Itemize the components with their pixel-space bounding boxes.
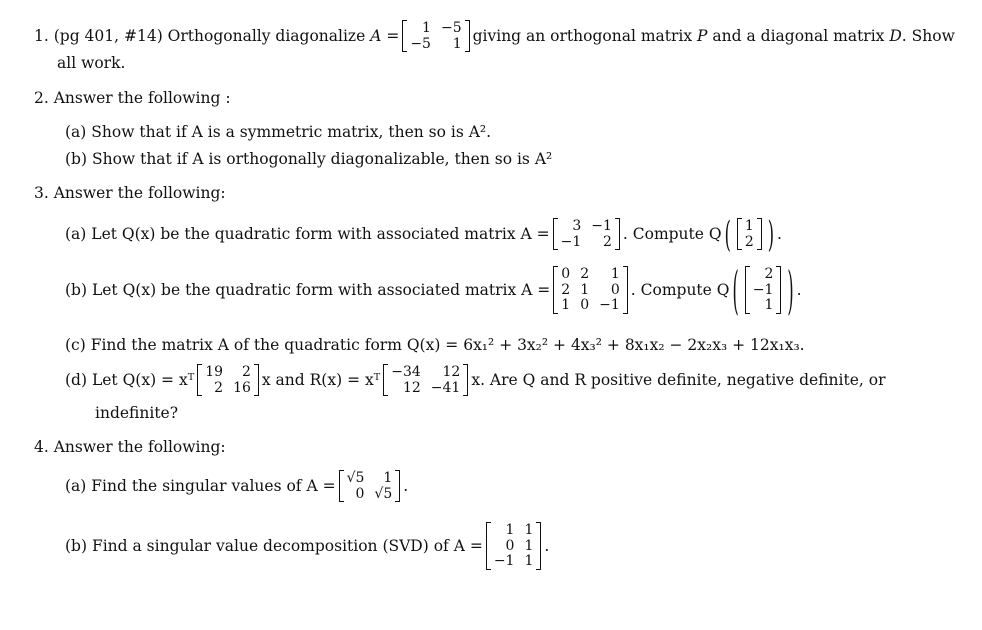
- matrix-entry: 12: [402, 379, 421, 396]
- part-text: Let Q(x) be the quadratic form with associated matrix A =: [91, 225, 550, 244]
- problem-3b-vector: [745, 266, 782, 314]
- problem-1-var-D: D: [889, 27, 902, 46]
- matrix-entry: 2: [561, 281, 571, 298]
- problem-3c: [65, 336, 805, 354]
- matrix-entry: 1: [561, 297, 571, 314]
- compute-text: Compute Q: [640, 281, 730, 300]
- matrix-entry: −1: [599, 297, 620, 314]
- matrix-entry: 2: [580, 266, 590, 282]
- part-text: Find the singular values of A =: [91, 477, 336, 496]
- matrix-entry: −34: [391, 364, 421, 380]
- vector-entry: 1: [744, 218, 754, 234]
- problem-4-number: 4.: [34, 438, 49, 456]
- part-label: (a): [65, 225, 87, 244]
- part-text-c: x. Are Q and R positive definite, negative definite, or: [471, 371, 886, 390]
- problem-2-intro: Answer the following :: [53, 89, 231, 107]
- problem-3a-matrix: [553, 218, 620, 250]
- problem-2b: [65, 150, 552, 168]
- matrix-entry: 3: [572, 218, 582, 234]
- part-text: Let Q(x) be the quadratic form with associated matrix A =: [91, 281, 551, 300]
- problem-1-line-2: [57, 54, 125, 72]
- problem-2-number: 2.: [34, 89, 49, 107]
- matrix-entry: √5: [374, 485, 393, 502]
- matrix-entry: 1: [452, 35, 462, 52]
- problem-3b-matrix: [553, 266, 627, 314]
- vector-entry: 2: [744, 233, 754, 250]
- matrix-entry: 1: [383, 470, 393, 486]
- part-text: Find a singular value decomposition (SVD) of A =: [91, 537, 483, 556]
- problem-1-text-d: . Show: [901, 27, 955, 46]
- problem-4-intro: Answer the following:: [53, 438, 226, 456]
- problem-3d-line-1: [65, 364, 886, 396]
- problem-4a-matrix: [339, 470, 401, 502]
- problem-3-intro: Answer the following:: [53, 184, 226, 202]
- part-text: Show that if A is orthogonally diagonalizable, then so is A²: [91, 150, 553, 168]
- matrix-entry: 1: [610, 266, 620, 282]
- matrix-entry: 1: [524, 537, 534, 554]
- problem-4b-matrix: [486, 522, 542, 570]
- matrix-entry: √5: [346, 470, 365, 486]
- problem-3d-line-2: [95, 404, 178, 422]
- matrix-entry: 1: [524, 522, 534, 538]
- problem-3a: (a) Let Q(x) be the quadratic form with associated matrix A = 3 −1 −1 2 . Compute Q ( 1 2 ) .: [65, 213, 782, 256]
- problem-1-number: 1.: [34, 27, 49, 46]
- part-label: (a): [65, 477, 87, 496]
- part-label: (a): [65, 123, 87, 141]
- matrix-entry: 2: [602, 233, 612, 250]
- matrix-entry: 16: [233, 379, 251, 396]
- part-label: (b): [65, 281, 88, 300]
- matrix-entry: 0: [561, 266, 571, 282]
- matrix-entry: 2: [214, 379, 224, 396]
- vector-entry: −1: [752, 281, 774, 298]
- matrix-entry: −5: [440, 20, 462, 36]
- matrix-entry: −1: [493, 553, 515, 570]
- problem-1-line-1: 1. (pg 401, #14) Orthogonally diagonalize A = 1 −5 −5 1 giving an orthogonal matrix P and a diagonal matrix D . Show: [34, 20, 955, 52]
- matrix-entry: 1: [422, 20, 431, 36]
- matrix-entry: 2: [241, 364, 251, 380]
- matrix-entry: 12: [442, 364, 461, 380]
- matrix-entry: −5: [410, 35, 431, 52]
- matrix-entry: 0: [610, 281, 620, 298]
- matrix-entry: 1: [580, 281, 590, 298]
- problem-2-header: [34, 89, 231, 107]
- part-text: Show that if A is a symmetric matrix, then so is A².: [91, 123, 492, 141]
- part-text-b: x and R(x) = xᵀ: [261, 371, 381, 390]
- compute-text: Compute Q: [632, 225, 722, 244]
- problem-1-var-P: P: [697, 27, 708, 46]
- matrix-entry: −41: [430, 379, 461, 396]
- vector-entry: 2: [764, 266, 774, 282]
- matrix-entry: 19: [205, 364, 224, 380]
- problem-3d-matrix-R: [383, 364, 468, 396]
- problem-2a: [65, 123, 491, 141]
- problem-3-number: 3.: [34, 184, 49, 202]
- problem-1-text-b: giving an orthogonal matrix: [472, 27, 693, 46]
- matrix-entry: −1: [591, 218, 612, 234]
- part-label: (c): [65, 336, 86, 354]
- problem-1-matrix: [402, 20, 469, 52]
- problem-3b: (b) Let Q(x) be the quadratic form with associated matrix A = 0 2 1 2 1 0 1 0 −1 . Compute Q ( 2 −1 1 ) .: [65, 259, 802, 321]
- matrix-entry: 0: [505, 537, 515, 554]
- problem-3d-matrix-Q: [197, 364, 259, 396]
- matrix-entry: 1: [524, 553, 534, 570]
- problem-3a-vector: [737, 218, 762, 250]
- problem-1-text-a: (pg 401, #14) Orthogonally diagonalize: [53, 27, 366, 46]
- problem-1-text-e: all work.: [57, 54, 126, 72]
- matrix-entry: 0: [580, 297, 590, 314]
- problem-4-header: [34, 438, 226, 456]
- problem-1-var-A: A: [370, 27, 382, 46]
- problem-4a: (a) Find the singular values of A = √5 1 0 √5 .: [65, 470, 409, 502]
- part-label: (b): [65, 537, 88, 556]
- part-label: (d): [65, 371, 88, 390]
- vector-entry: 1: [764, 297, 774, 314]
- part-text-a: Let Q(x) = xᵀ: [91, 371, 195, 390]
- part-label: (b): [65, 150, 88, 168]
- problem-1-text-c: and a diagonal matrix: [712, 27, 885, 46]
- problem-4b: (b) Find a singular value decomposition (SVD) of A = 1 1 0 1 −1 1 .: [65, 522, 550, 570]
- problem-3-header: [34, 184, 226, 202]
- matrix-entry: 1: [505, 522, 515, 538]
- part-text: Find the matrix A of the quadratic form Q(x) = 6x₁² + 3x₂² + 4x₃² + 8x₁x₂ − 2x₂x₃ + 12x₁x₃.: [90, 336, 805, 354]
- matrix-entry: −1: [560, 233, 582, 250]
- part-text-d: indefinite?: [95, 404, 179, 422]
- matrix-entry: 0: [355, 485, 365, 502]
